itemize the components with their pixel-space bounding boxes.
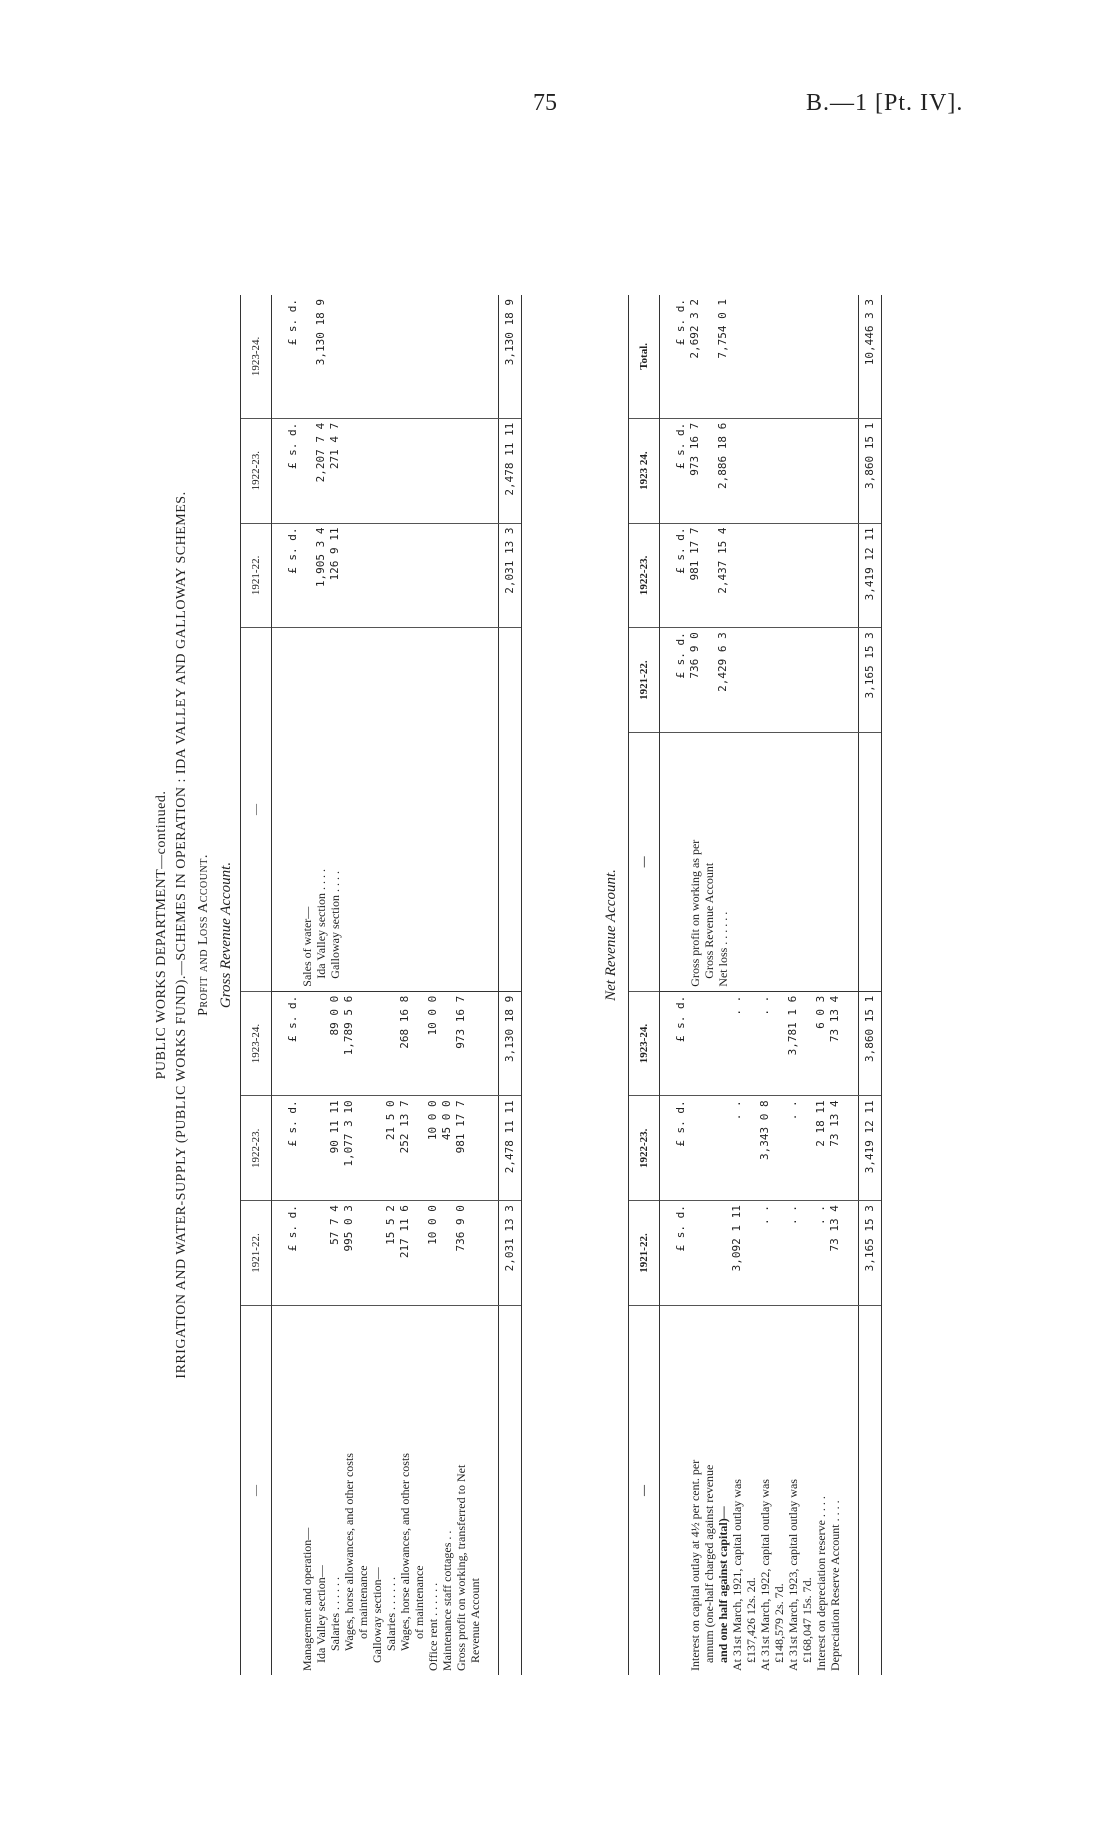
gross-right-value <box>412 295 426 418</box>
net-right-value <box>758 628 772 733</box>
net-units-left-0: £ s. d. <box>660 1201 689 1306</box>
gross-left-value <box>300 991 314 1096</box>
net-total-left-2: 3,860 15 1 <box>859 991 882 1096</box>
net-right-value <box>786 418 800 523</box>
gross-right-value <box>412 523 426 628</box>
net-right-value <box>744 418 758 523</box>
gross-right-label <box>370 628 384 991</box>
net-left-value <box>800 1096 814 1201</box>
gross-total-right-0: 2,031 13 3 <box>499 523 522 628</box>
net-left-label: £137,426 12s. 2d. <box>744 1577 758 1663</box>
net-right-value: 2,429 6 3 <box>716 628 730 733</box>
gross-right-label: Ida Valley section . . . . <box>314 628 328 991</box>
net-right-label <box>730 732 744 991</box>
net-left-value: 73 13 4 <box>828 991 859 1096</box>
gross-right-value <box>440 295 454 418</box>
net-right-value <box>800 628 814 733</box>
table-row <box>440 295 454 1675</box>
net-right-value <box>828 418 859 523</box>
gross-left-value: 995 0 3 <box>342 1201 356 1306</box>
gross-right-value <box>384 295 398 418</box>
net-units-blank-left <box>660 1305 689 1675</box>
net-left-value: . . <box>758 1201 772 1306</box>
net-right-value: 981 17 7 <box>688 523 702 628</box>
gross-left-value <box>300 1096 314 1201</box>
net-total-right-1: 3,419 12 11 <box>859 523 882 628</box>
gross-header-1: 1921-22. <box>241 1201 272 1306</box>
gross-units-right-0: £ s. d. <box>272 523 301 628</box>
net-right-value <box>814 418 828 523</box>
net-header-4: — <box>629 732 660 991</box>
net-right-value <box>730 628 744 733</box>
table-row <box>328 295 342 1675</box>
net-right-value <box>800 295 814 418</box>
gross-left-value: 268 16 8 <box>398 991 412 1096</box>
gross-right-label <box>356 628 370 991</box>
net-right-value <box>730 523 744 628</box>
net-left-value: 73 13 4 <box>828 1096 859 1201</box>
gross-units-row <box>272 295 301 1675</box>
gross-right-label <box>426 628 440 991</box>
gross-left-label: Management and operation— <box>300 1527 314 1671</box>
net-right-label <box>758 732 772 991</box>
gross-left-value <box>440 991 454 1096</box>
gross-left-value: 981 17 7 <box>454 1096 468 1201</box>
table-row <box>772 295 786 1675</box>
table-row <box>356 295 370 1675</box>
net-right-value <box>772 628 786 733</box>
net-header-7: 1923 24. <box>629 418 660 523</box>
net-right-value <box>800 523 814 628</box>
net-right-value <box>702 418 716 523</box>
table-row <box>370 295 384 1675</box>
net-left-label: At 31st March, 1921, capital outlay was <box>730 1479 744 1671</box>
gross-left-value: 21 5 0 <box>384 1096 398 1201</box>
net-left-value: 3,343 0 8 <box>758 1096 772 1201</box>
title-net-revenue: Net Revenue Account. <box>603 869 619 1001</box>
net-total-blank-right <box>859 732 882 991</box>
gross-left-label: Salaries . . . . . . <box>384 1577 398 1651</box>
gross-right-value <box>454 418 468 523</box>
gross-right-label: Galloway section . . . . <box>328 628 342 991</box>
table-row <box>758 295 772 1675</box>
gross-right-value: 126 9 11 <box>328 523 342 628</box>
gross-left-label: Maintenance staff cottages . . <box>440 1530 454 1671</box>
gross-total-left-0: 2,031 13 3 <box>499 1201 522 1306</box>
net-left-value: . . <box>814 1201 828 1306</box>
net-right-value <box>828 628 859 733</box>
gross-right-value <box>426 418 440 523</box>
net-right-value <box>786 523 800 628</box>
gross-right-value <box>454 295 468 418</box>
gross-left-value: 10 0 0 <box>426 991 440 1096</box>
rotated-content <box>140 155 980 1715</box>
title-scheme: IRRIGATION AND WATER-SUPPLY (PUBLIC WORKS FUND).—SCHEMES IN OPERATION : IDA VALLEY AND GALLOWAY SCHEMES. <box>174 491 189 1379</box>
table-row <box>688 295 702 1675</box>
net-units-right-3: £ s. d. <box>660 295 689 418</box>
gross-right-value <box>370 523 384 628</box>
net-left-value: . . <box>758 991 772 1096</box>
gross-header-6: 1922-23. <box>241 418 272 523</box>
gross-left-label: Galloway section— <box>370 1567 384 1663</box>
gross-right-value <box>440 418 454 523</box>
gross-left-value <box>370 1096 384 1201</box>
net-right-value <box>730 418 744 523</box>
gross-left-label: Ida Valley section— <box>314 1565 328 1663</box>
gross-left-value <box>356 1096 370 1201</box>
net-left-label: Depreciation Reserve Account . . . . <box>828 1500 842 1671</box>
table-row <box>744 295 758 1675</box>
gross-right-value <box>384 523 398 628</box>
net-left-value: 3,092 1 11 <box>730 1201 744 1306</box>
net-left-label: At 31st March, 1922, capital outlay was <box>758 1479 772 1671</box>
gross-left-value: 45 0 0 <box>440 1096 454 1201</box>
net-header-8: Total. <box>629 295 660 418</box>
gross-left-value: 1,789 5 6 <box>342 991 356 1096</box>
gross-left-value <box>370 1201 384 1306</box>
net-header-2: 1922-23. <box>629 1096 660 1201</box>
gross-right-value <box>468 523 499 628</box>
gross-units-right-1: £ s. d. <box>272 418 301 523</box>
gross-right-value <box>342 295 356 418</box>
gross-right-value <box>342 523 356 628</box>
net-left-value <box>772 1201 786 1306</box>
gross-left-value: 217 11 6 <box>398 1201 412 1306</box>
gross-units-blank-left <box>272 1305 301 1675</box>
net-right-value <box>744 523 758 628</box>
net-right-value <box>744 295 758 418</box>
net-header-5: 1921-22. <box>629 628 660 733</box>
net-units-right-0: £ s. d. <box>660 628 689 733</box>
net-right-value <box>744 628 758 733</box>
gross-right-label <box>384 628 398 991</box>
net-total-blank-left <box>859 1305 882 1675</box>
gross-left-value <box>412 1201 426 1306</box>
net-left-label: At 31st March, 1923, capital outlay was <box>786 1479 800 1671</box>
gross-left-value <box>412 991 426 1096</box>
table-row <box>300 295 314 1675</box>
gross-left-value <box>314 1201 328 1306</box>
net-left-value: . . <box>786 1096 800 1201</box>
gross-right-value <box>370 295 384 418</box>
gross-left-value <box>468 1096 499 1201</box>
gross-left-label: Gross profit on working, transferred to Net <box>454 1464 468 1671</box>
gross-right-value <box>468 418 499 523</box>
net-left-label: £148,579 2s. 7d. <box>772 1583 786 1663</box>
gross-total-right-1: 2,478 11 11 <box>499 418 522 523</box>
net-left-value <box>744 1096 758 1201</box>
gross-total-blank-left <box>499 1305 522 1675</box>
gross-right-value <box>398 295 412 418</box>
gross-left-value <box>300 1201 314 1306</box>
net-right-label: Gross Revenue Account <box>702 732 716 991</box>
gross-right-value: 3,130 18 9 <box>314 295 328 418</box>
gross-left-value: 736 9 0 <box>454 1201 468 1306</box>
net-left-value: 73 13 4 <box>828 1201 859 1306</box>
net-left-value: . . <box>730 991 744 1096</box>
gross-right-label <box>454 628 468 991</box>
net-left-label: annum (one-half charged against revenue <box>702 1464 716 1663</box>
net-right-label: Net loss . . . . . . <box>716 732 730 991</box>
gross-right-value <box>300 523 314 628</box>
table-row <box>702 295 716 1675</box>
net-left-value <box>716 991 730 1096</box>
table-row <box>412 295 426 1675</box>
table-row <box>786 295 800 1675</box>
net-right-value <box>758 523 772 628</box>
net-left-value <box>744 991 758 1096</box>
gross-units-blank-right <box>272 628 301 991</box>
net-right-value <box>772 523 786 628</box>
table-row <box>716 295 730 1675</box>
net-left-value: 6 0 3 <box>814 991 828 1096</box>
gross-units-left-0: £ s. d. <box>272 1201 301 1306</box>
net-left-value: . . <box>730 1096 744 1201</box>
gross-right-value <box>356 523 370 628</box>
net-right-value <box>800 418 814 523</box>
gross-left-value <box>468 1201 499 1306</box>
net-left-label: Interest on depreciation reserve . . . . <box>814 1496 828 1671</box>
net-units-row <box>660 295 689 1675</box>
net-left-value <box>800 991 814 1096</box>
net-left-value <box>688 991 702 1096</box>
net-right-value <box>814 295 828 418</box>
gross-total-right-2: 3,130 18 9 <box>499 295 522 418</box>
gross-revenue-table <box>240 295 522 1675</box>
gross-left-value <box>356 991 370 1096</box>
net-right-label <box>800 732 814 991</box>
table-row <box>454 295 468 1675</box>
gross-left-value <box>314 1096 328 1201</box>
net-right-value: 736 9 0 <box>688 628 702 733</box>
gross-left-label: Salaries . . . . . . <box>328 1577 342 1651</box>
gross-header-2: 1922-23. <box>241 1096 272 1201</box>
net-total-left-1: 3,419 12 11 <box>859 1096 882 1201</box>
net-left-value: 3,781 1 6 <box>786 991 800 1096</box>
gross-left-value: 15 5 2 <box>384 1201 398 1306</box>
net-header-3: 1923-24. <box>629 991 660 1096</box>
net-left-label: and one half against capital)— <box>716 1506 730 1663</box>
gross-left-value <box>314 991 328 1096</box>
net-total-right-3: 10,446 3 3 <box>859 295 882 418</box>
table-row <box>814 295 828 1675</box>
gross-right-value: 271 4 7 <box>328 418 342 523</box>
net-units-blank-right <box>660 732 689 991</box>
net-right-value <box>702 628 716 733</box>
gross-left-value: 1,077 3 10 <box>342 1096 356 1201</box>
gross-total-left-1: 2,478 11 11 <box>499 1096 522 1201</box>
table-row <box>468 295 499 1675</box>
gross-header-7: 1923-24. <box>241 295 272 418</box>
gross-right-value <box>398 523 412 628</box>
gross-left-value: 252 13 7 <box>398 1096 412 1201</box>
net-right-value: 2,692 3 2 <box>688 295 702 418</box>
net-total-right-2: 3,860 15 1 <box>859 418 882 523</box>
gross-left-value: 57 7 4 <box>328 1201 342 1306</box>
net-header-6: 1922-23. <box>629 523 660 628</box>
gross-left-label: Wages, horse allowances, and other costs <box>398 1453 412 1651</box>
gross-left-label: Wages, horse allowances, and other costs <box>342 1453 356 1651</box>
gross-left-value: 10 0 0 <box>426 1201 440 1306</box>
net-right-value <box>730 295 744 418</box>
gross-header-5: 1921-22. <box>241 523 272 628</box>
document-reference: B.—1 [Pt. IV]. <box>806 90 964 116</box>
gross-right-value <box>384 418 398 523</box>
net-left-label: Interest on capital outlay at 4½ per cent. per <box>688 1459 702 1671</box>
net-right-label <box>772 732 786 991</box>
net-left-value <box>716 1201 730 1306</box>
net-right-value: 2,886 18 6 <box>716 418 730 523</box>
table-row <box>342 295 356 1675</box>
net-total-left-0: 3,165 15 3 <box>859 1201 882 1306</box>
net-left-value <box>702 1096 716 1201</box>
gross-header-3: 1923-24. <box>241 991 272 1096</box>
gross-total-left-2: 3,130 18 9 <box>499 991 522 1096</box>
gross-left-value: 973 16 7 <box>454 991 468 1096</box>
gross-right-label <box>468 628 499 991</box>
net-right-label <box>828 732 859 991</box>
net-left-value <box>688 1096 702 1201</box>
gross-left-label: of maintenance <box>412 1565 426 1639</box>
net-right-value <box>828 295 859 418</box>
net-left-value <box>800 1201 814 1306</box>
gross-right-value <box>426 295 440 418</box>
net-left-value <box>702 1201 716 1306</box>
gross-left-value <box>468 991 499 1096</box>
net-header-0: — <box>629 1305 660 1675</box>
net-right-value: 2,437 15 4 <box>716 523 730 628</box>
net-right-value <box>758 295 772 418</box>
net-totals-row <box>859 295 882 1675</box>
gross-right-value <box>356 418 370 523</box>
net-left-value <box>744 1201 758 1306</box>
gross-right-value <box>468 295 499 418</box>
net-left-value <box>716 1096 730 1201</box>
gross-right-value: 2,207 7 4 <box>314 418 328 523</box>
net-right-value: 7,754 0 1 <box>716 295 730 418</box>
net-units-right-2: £ s. d. <box>660 418 689 523</box>
gross-right-value <box>328 295 342 418</box>
table-row <box>384 295 398 1675</box>
gross-right-value <box>300 418 314 523</box>
gross-right-value <box>300 295 314 418</box>
net-left-value <box>688 1201 702 1306</box>
net-left-label: £168,047 15s. 7d. <box>800 1577 814 1663</box>
gross-left-value <box>384 991 398 1096</box>
gross-header-4: — <box>241 628 272 991</box>
gross-right-value <box>356 295 370 418</box>
net-right-value <box>772 295 786 418</box>
table-row <box>828 295 859 1675</box>
net-right-label: Gross profit on working as per <box>688 732 702 991</box>
gross-left-value: 89 0 0 <box>328 991 342 1096</box>
table-row <box>730 295 744 1675</box>
gross-left-value: 10 0 0 <box>426 1096 440 1201</box>
title-account: Profit and Loss Account. <box>196 854 211 1016</box>
table-row <box>426 295 440 1675</box>
net-right-value: 973 16 7 <box>688 418 702 523</box>
gross-right-value <box>342 418 356 523</box>
gross-left-value: 90 11 11 <box>328 1096 342 1201</box>
net-right-label <box>744 732 758 991</box>
gross-right-value <box>370 418 384 523</box>
gross-units-right-2: £ s. d. <box>272 295 301 418</box>
table-row <box>398 295 412 1675</box>
gross-right-value <box>426 523 440 628</box>
title-department: PUBLIC WORKS DEPARTMENT—continued. <box>154 790 169 1080</box>
net-right-value <box>786 628 800 733</box>
net-right-value <box>814 628 828 733</box>
net-units-left-1: £ s. d. <box>660 1096 689 1201</box>
net-units-right-1: £ s. d. <box>660 523 689 628</box>
table-row <box>800 295 814 1675</box>
net-right-value <box>786 295 800 418</box>
gross-right-label <box>440 628 454 991</box>
gross-units-left-2: £ s. d. <box>272 991 301 1096</box>
net-right-label <box>814 732 828 991</box>
gross-right-value: 1,905 3 4 <box>314 523 328 628</box>
gross-right-value <box>398 418 412 523</box>
net-left-value: . . <box>786 1201 800 1306</box>
net-right-value <box>828 523 859 628</box>
gross-right-value <box>440 523 454 628</box>
net-right-value <box>702 295 716 418</box>
gross-left-label: of maintenance <box>356 1565 370 1639</box>
net-left-value <box>772 1096 786 1201</box>
gross-totals-row <box>499 295 522 1675</box>
gross-right-label <box>412 628 426 991</box>
gross-right-value <box>412 418 426 523</box>
net-revenue-table <box>628 295 882 1675</box>
net-total-right-0: 3,165 15 3 <box>859 628 882 733</box>
net-left-value: 2 18 11 <box>814 1096 828 1201</box>
net-right-label <box>786 732 800 991</box>
net-units-left-2: £ s. d. <box>660 991 689 1096</box>
gross-total-blank-right <box>499 628 522 991</box>
page-number: 75 <box>533 90 557 116</box>
gross-right-value <box>454 523 468 628</box>
net-right-value <box>702 523 716 628</box>
gross-right-label <box>342 628 356 991</box>
table-row <box>314 295 328 1675</box>
net-right-value <box>814 523 828 628</box>
net-right-value <box>772 418 786 523</box>
gross-right-label <box>398 628 412 991</box>
net-left-value <box>772 991 786 1096</box>
title-gross-revenue: Gross Revenue Account. <box>218 861 234 1009</box>
gross-left-value <box>370 991 384 1096</box>
net-header-1: 1921-22. <box>629 1201 660 1306</box>
gross-left-label: Office rent . . . . . . <box>426 1582 440 1671</box>
gross-header-0: — <box>241 1305 272 1675</box>
gross-left-value <box>356 1201 370 1306</box>
gross-left-label: Revenue Account <box>468 1578 482 1663</box>
net-right-value <box>758 418 772 523</box>
gross-units-left-1: £ s. d. <box>272 1096 301 1201</box>
gross-left-value <box>412 1096 426 1201</box>
gross-right-label: Sales of water— <box>300 628 314 991</box>
net-left-value <box>702 991 716 1096</box>
gross-left-value <box>440 1201 454 1306</box>
